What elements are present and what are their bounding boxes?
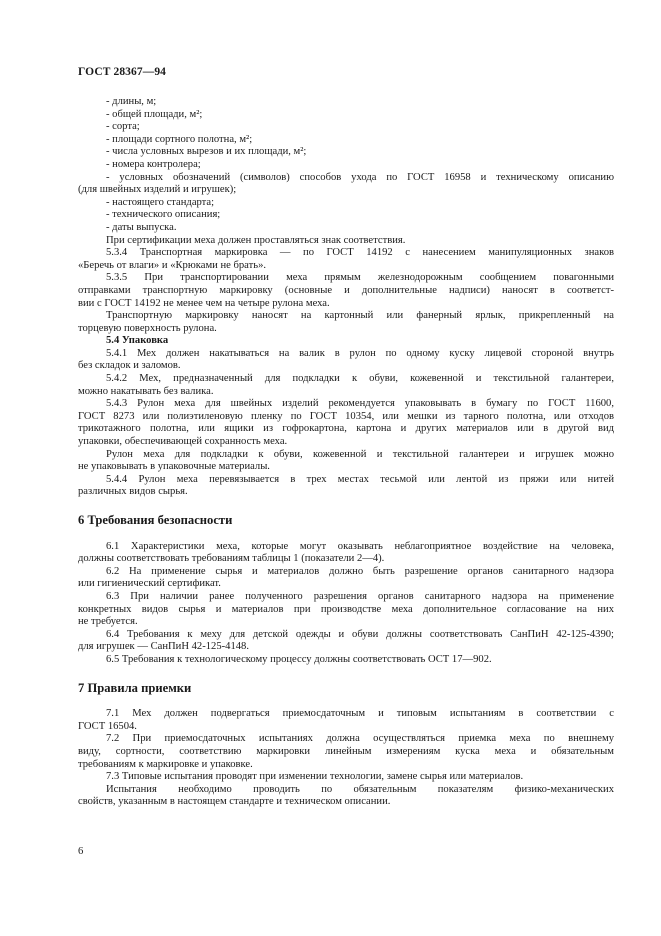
paragraph bbox=[78, 235, 614, 248]
section-6-body bbox=[78, 541, 614, 667]
paragraph bbox=[78, 629, 614, 654]
paragraph bbox=[78, 733, 614, 771]
text-line: - сорта; bbox=[106, 121, 140, 133]
text-line: - площади сортного полотна, м²; bbox=[106, 133, 253, 145]
text-line: можно накатывать без валика. bbox=[78, 385, 214, 397]
text-line: Рулон меха для подкладки к обуви, кожевенной и текстильной галантереи и игрушек можно bbox=[106, 448, 614, 460]
text-line: требованиям к маркировке и упаковке. bbox=[78, 758, 253, 770]
text-line: 5.4.1 Мех должен накатываться на валик в рулон по одному куску лицевой стороной внутрь bbox=[106, 347, 614, 359]
paragraph bbox=[78, 272, 614, 310]
text-line: (для швейных изделий и игрушек); bbox=[78, 184, 237, 196]
text-line: - длины, м; bbox=[106, 96, 157, 107]
paragraph bbox=[78, 566, 614, 591]
text-line: должны соответствовать требованиям таблицы 1 (показатели 2—4). bbox=[78, 553, 385, 565]
section-6-title: 6 Требования безопасности bbox=[78, 513, 233, 527]
page-number: 6 bbox=[78, 846, 84, 857]
text-line: - технического описания; bbox=[106, 209, 221, 221]
text-line: 6.4 Требования к меху для детской одежды и обуви должны соответствовать СанПиН 42-125-4390; bbox=[106, 628, 614, 640]
paragraph bbox=[78, 541, 614, 566]
section-7-title: 7 Правила приемки bbox=[78, 680, 192, 695]
paragraph bbox=[78, 591, 614, 629]
paragraph bbox=[78, 474, 614, 499]
packaging-paragraphs bbox=[78, 348, 614, 499]
text-line: 5.4.4 Рулон меха перевязывается в трех местах тесьмой или лентой из пряжи или нитей bbox=[106, 473, 614, 485]
list-item bbox=[78, 209, 614, 222]
text-line: или гигиенический сертификат. bbox=[78, 578, 221, 590]
text-line: 7.2 При приемосдаточных испытаниях должна осуществляться приемка меха по внешнему bbox=[106, 733, 614, 745]
text-line: - условных обозначений (символов) способов ухода по ГОСТ 16958 и техническому описанию bbox=[106, 171, 614, 183]
paragraph bbox=[78, 449, 614, 474]
text-line: ГОСТ 16504. bbox=[78, 720, 137, 732]
text-line: 6.2 На применение сырья и материалов должно быть разрешение органов санитарного надзора bbox=[106, 565, 614, 577]
text-line: - номера контролера; bbox=[106, 158, 201, 170]
text-line: отправками транспортную маркировку (основные и дополнительные надписи) наносят в соответст- bbox=[78, 284, 614, 296]
text-line: без складок и заломов. bbox=[78, 360, 181, 372]
text-line: конкретных видов сырья и материалов при производстве меха дополнительное согласование на них bbox=[78, 603, 614, 615]
list-item bbox=[78, 222, 614, 235]
text-line: - даты выпуска. bbox=[106, 221, 177, 233]
subsection-heading: 5.4 Упаковка bbox=[106, 335, 169, 347]
text-line: различных видов сырья. bbox=[78, 486, 188, 498]
text-line: ГОСТ 8273 или полиэтиленовую пленку по ГОСТ 10354, или мешки из тарного полотна, или отходов bbox=[78, 410, 614, 422]
text-line: виду, сортности, соответствию маркировки линейным измерениям куска меха и обязательным bbox=[78, 745, 614, 757]
list-item bbox=[78, 96, 614, 109]
text-line: 6.5 Требования к технологическому процессу должны соответствовать ОСТ 17—902. bbox=[106, 653, 492, 665]
text-line: трикотажного полотна, или ящики из гофрокартона, картона и других материалов или в другой вид bbox=[78, 423, 614, 435]
text-line: 5.4.2 Мех, предназначенный для подкладки к обуви, кожевенной и текстильной галантереи, bbox=[106, 373, 614, 385]
list-item bbox=[78, 146, 614, 159]
marking-list bbox=[78, 96, 614, 235]
paragraph bbox=[78, 784, 614, 809]
text-line: для игрушек — СанПиН 42-125-4148. bbox=[78, 641, 249, 653]
list-item bbox=[78, 109, 614, 122]
document-header: ГОСТ 28367—94 bbox=[78, 66, 167, 78]
marking-paragraphs bbox=[78, 235, 614, 336]
text-line: свойств, указанным в настоящем стандарте и техническом описании. bbox=[78, 796, 391, 808]
text-line: упаковки, обеспечивающей сохранность меха. bbox=[78, 436, 288, 448]
text-line: 6.1 Характеристики меха, которые могут оказывать неблагоприятное воздействие на человека, bbox=[106, 540, 614, 552]
text-line: - общей площади, м²; bbox=[106, 108, 203, 120]
text-line: Транспортную маркировку наносят на картонный или фанерный ярлык, прикрепленный на bbox=[106, 310, 614, 322]
text-line: При сертификации меха должен проставляться знак соответствия. bbox=[106, 234, 406, 246]
text-line: 5.4.3 Рулон меха для швейных изделий рекомендуется упаковывать в бумагу по ГОСТ 11600, bbox=[106, 398, 614, 410]
text-line: не упаковывать в упаковочные материалы. bbox=[78, 461, 270, 473]
paragraph bbox=[78, 771, 614, 784]
section-7-body bbox=[78, 708, 614, 809]
text-line: 7.3 Типовые испытания проводят при изменении технологии, замене сырья или материалов. bbox=[106, 771, 524, 783]
text-line: 7.1 Мех должен подвергаться приемосдаточным и типовым испытаниям в соответствии с bbox=[106, 708, 614, 720]
text-line: не требуется. bbox=[78, 616, 138, 628]
paragraph bbox=[78, 247, 614, 272]
text-line: 5.3.4 Транспортная маркировка — по ГОСТ 14192 с нанесением манипуляционных знаков bbox=[106, 247, 614, 259]
paragraph bbox=[78, 708, 614, 733]
list-item bbox=[78, 134, 614, 147]
document-body bbox=[78, 96, 614, 809]
list-item bbox=[78, 197, 614, 210]
list-item bbox=[78, 159, 614, 172]
text-line: - настоящего стандарта; bbox=[106, 196, 215, 208]
paragraph bbox=[78, 348, 614, 373]
list-item bbox=[78, 172, 614, 197]
text-line: вии с ГОСТ 14192 не менее чем на четыре рулона меха. bbox=[78, 297, 330, 309]
text-line: 6.3 При наличии ранее полученного разрешения органов санитарного надзора на применение bbox=[106, 590, 614, 602]
text-line: торцевую поверхность рулона. bbox=[78, 322, 217, 334]
text-line: - числа условных вырезов и их площади, м²; bbox=[106, 146, 307, 158]
paragraph bbox=[78, 654, 614, 667]
text-line: «Беречь от влаги» и «Крюками не брать». bbox=[78, 259, 267, 271]
text-line: 5.3.5 При транспортировании меха прямым железнодорожным сообщением повагонными bbox=[106, 272, 614, 284]
paragraph bbox=[78, 310, 614, 335]
text-line: Испытания необходимо проводить по обязательным показателям физико-механических bbox=[106, 783, 614, 795]
paragraph bbox=[78, 398, 614, 448]
list-item bbox=[78, 121, 614, 134]
paragraph bbox=[78, 373, 614, 398]
